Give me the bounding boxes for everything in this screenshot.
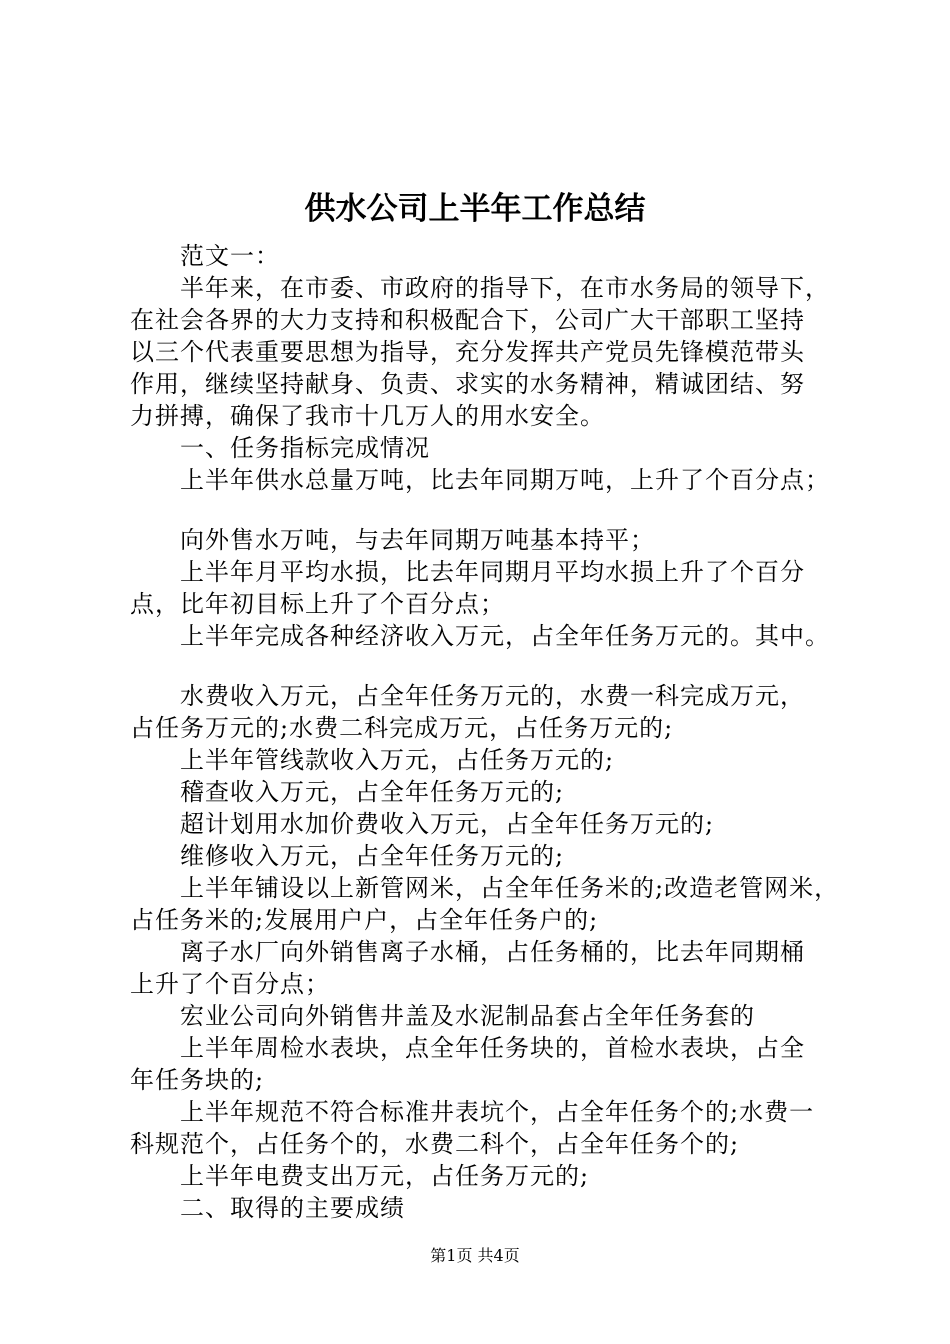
- text-line: 科规范个，占任务个的，水费二科个，占全年任务个的;: [130, 1130, 740, 1158]
- text-line: 维修收入万元，占全年任务万元的;: [180, 842, 565, 870]
- text-line: 点，比年初目标上升了个百分点；: [130, 590, 505, 618]
- text-line: 超计划用水加价费收入万元，占全年任务万元的;: [180, 810, 715, 838]
- section-heading: 二、取得的主要成绩: [180, 1194, 405, 1222]
- text-line: 占任务万元的;水费二科完成万元，占任务万元的;: [130, 714, 674, 742]
- text-line: 上半年规范不符合标准井表坑个，占全年任务个的;水费一: [180, 1098, 815, 1126]
- text-line: 上半年管线款收入万元，占任务万元的;: [180, 746, 615, 774]
- text-line: 宏业公司向外销售井盖及水泥制品套占全年任务套的: [180, 1002, 755, 1030]
- text-line: 上半年完成各种经济收入万元，占全年任务万元的。其中。: [180, 622, 830, 650]
- page-number: 第1页 共4页: [430, 1246, 520, 1265]
- text-line: 范文一：: [180, 242, 280, 270]
- document-title: 供水公司上半年工作总结: [304, 191, 646, 227]
- text-line: 力拼搏，确保了我市十几万人的用水安全。: [130, 402, 605, 430]
- text-line: 占任务米的;发展用户户，占全年任务户的;: [130, 906, 599, 934]
- text-line: 上半年铺设以上新管网米，占全年任务米的;改造老管网米，: [180, 874, 840, 902]
- text-line: 在社会各界的大力支持和积极配合下，公司广大干部职工坚持: [130, 306, 805, 334]
- text-line: 作用，继续坚持献身、负责、求实的水务精神，精诚团结、努: [130, 370, 805, 398]
- text-line: 上半年供水总量万吨，比去年同期万吨，上升了个百分点；: [180, 466, 830, 494]
- text-line: 水费收入万元，占全年任务万元的，水费一科完成万元，: [180, 682, 805, 710]
- text-line: 上半年周检水表块，点全年任务块的，首检水表块，占全: [180, 1034, 805, 1062]
- text-line: 年任务块的;: [130, 1066, 265, 1094]
- text-line: 稽查收入万元，占全年任务万元的;: [180, 778, 565, 806]
- text-line: 以三个代表重要思想为指导，充分发挥共产党员先锋模范带头: [130, 338, 805, 366]
- text-line: 上半年月平均水损，比去年同期月平均水损上升了个百分: [180, 558, 805, 586]
- text-line: 上半年电费支出万元，占任务万元的;: [180, 1162, 590, 1190]
- text-line: 离子水厂向外销售离子水桶，占任务桶的，比去年同期桶: [180, 938, 805, 966]
- text-line: 向外售水万吨，与去年同期万吨基本持平；: [180, 526, 655, 554]
- section-heading: 一、任务指标完成情况: [180, 434, 430, 462]
- text-line: 上升了个百分点；: [130, 970, 330, 998]
- text-line: 半年来，在市委、市政府的指导下，在市水务局的领导下，: [180, 274, 830, 302]
